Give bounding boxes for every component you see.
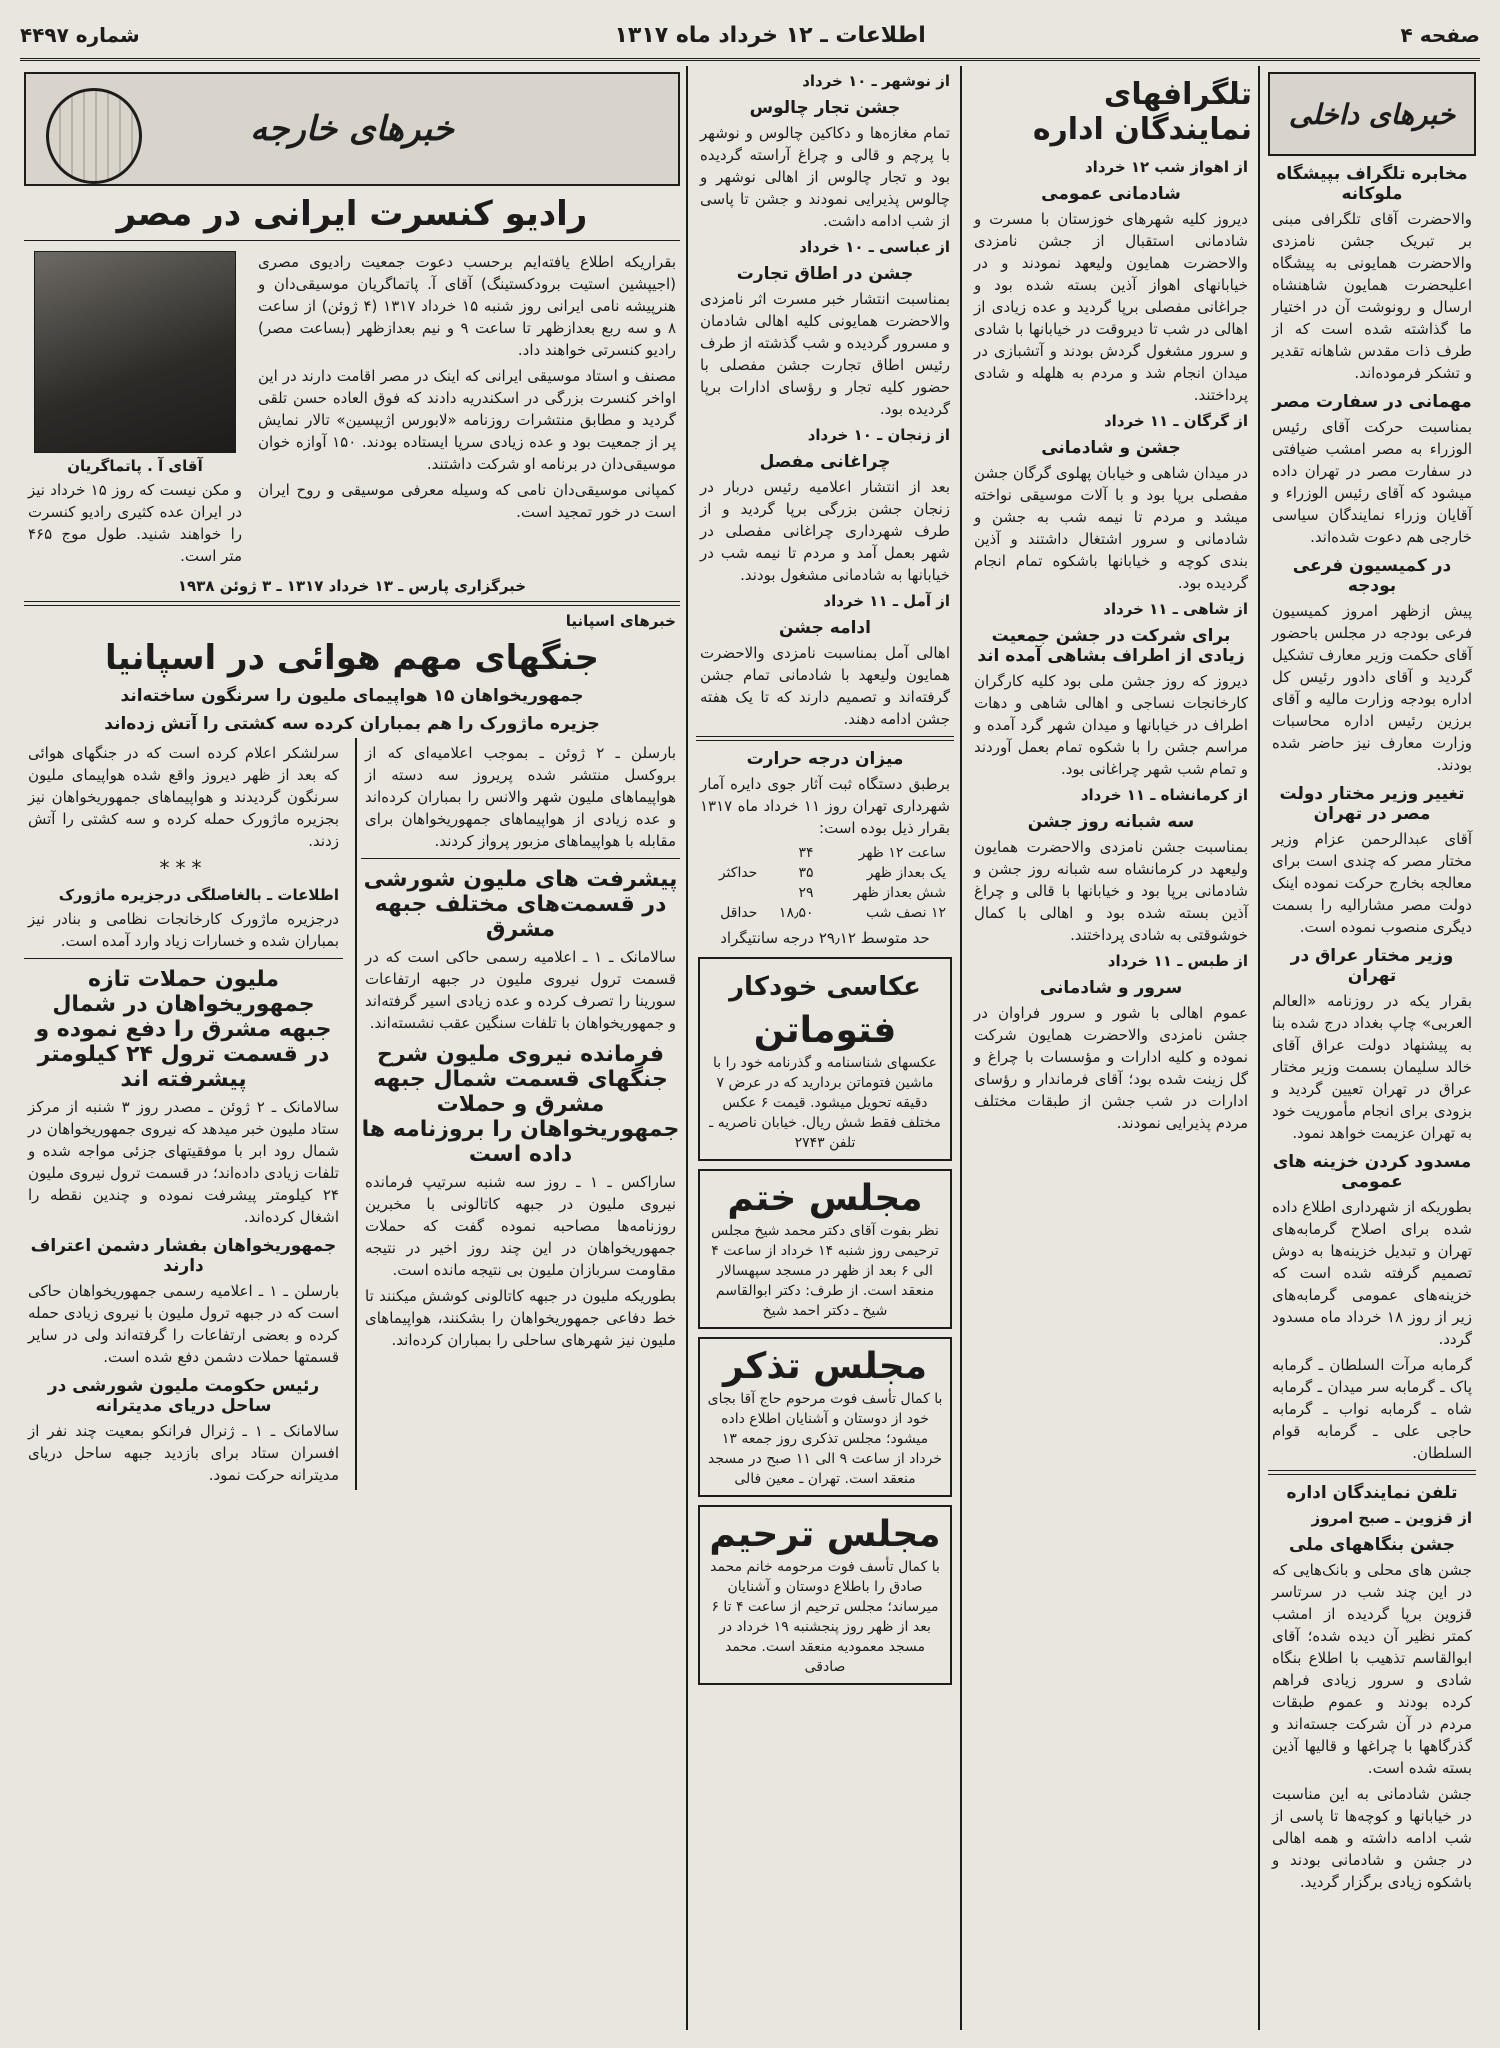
- foreign-right-column: [355, 738, 684, 1490]
- section-subhead: خبرهای اسپانیا: [565, 612, 676, 630]
- headline-banner: [970, 72, 1252, 152]
- article-headline: پیشرفت های ملیون شورشی در قسمت‌های مختلف جبهه مشرق: [363, 867, 678, 942]
- article-body: اهالی آمل بمناسبت نامزدی والاحضرت همایون ولیعهد با شادمانی تمام جشن گرفته‌اند و تصمیم دارند که تا یک هفته جشن ادامه دهند.: [700, 644, 950, 728]
- table-cell: [700, 843, 761, 863]
- article-headline: مخابره تلگراف بپیشگاه ملوکانه: [1276, 164, 1468, 204]
- article-headline: وزیر مختار عراق در تهران: [1290, 946, 1454, 986]
- table-cell: ۳۵: [798, 865, 814, 881]
- dateline: از زنجان ـ ۱۰ خرداد: [807, 426, 950, 444]
- temperature-title: میزان درجه حرارت: [746, 749, 904, 769]
- column-telegrams: [966, 66, 1256, 2030]
- article-body: در میدان شاهی و خیابان پهلوی گرگان جشن مفصلی برپا بود و با آلات موسیقی نواخته میشد و مردم تا نیمه شب به جشن و شادمانی و سرور اشتغال داشتند و آذین بندی کوچه و خیابانها باشکوه تمام انجام گردیده بود.: [974, 464, 1248, 592]
- article-body: بمناسبت حرکت آقای رئیس الوزراء به مصر امشب ضیافتی در سفارت مصر در تهران داده میشود که آقای رئیس الوزراء و آقایان وزراء نمایندگان سیاسی خارجی هم دعوت شده‌اند.: [1272, 418, 1472, 546]
- photo-caption: آقای آ . پاتماگریان: [67, 457, 203, 475]
- ad-memorial-khatm: [698, 1169, 952, 1329]
- article-body: جشن شادمانی به این مناسبت در خیابانها و کوچه‌ها تا پاسی از شب ادامه داشته و همه اهالی در جشن و شادمانی بودند و باشکوه زیادی برگزار گردید.: [1272, 1785, 1472, 1891]
- ad-body: با کمال تأسف فوت مرحوم حاج آقا بجای خود از دوستان و آشنایان اطلاع داده میشود؛ مجلس تذکری روز جمعه ۱۳ خرداد از ساعت ۹ الی ۱۱ صبح در مسجد منعقد است. تهران ـ معین فالی: [707, 1391, 943, 1487]
- ad-title: مجلس تذکر: [723, 1346, 927, 1387]
- article-headline: جشن بنگاههای ملی: [1289, 1535, 1455, 1555]
- column-foreign-news: [20, 66, 684, 2030]
- temperature-average: حد متوسط ۲۹٫۱۲ درجه سانتیگراد: [720, 929, 930, 947]
- table-cell: ساعت ۱۲ ظهر: [858, 845, 946, 861]
- ad-photomaton: [698, 957, 952, 1161]
- dateline: خبرگزاری پارس ـ ۱۳ خرداد ۱۳۱۷ ـ ۳ ژوئن ۱۹۳۸: [177, 577, 527, 595]
- article-body: دیروز کلیه شهرهای خوزستان با مسرت و شادمانی استقبال از جشن نامزدی والاحضرت همایون ولیعهد نمودند و در خیابانهای اهواز آذین بسته شده بود و جراغانی مفصلی برپا گردید و عده زیادی از اهالی در شب تا دیروقت در خیابانها با شادی و سرور مشغول گردش بودند و آتشبازی در میدان انجام شد و مردم به هلهله و شادی پرداختند.: [974, 210, 1248, 404]
- article-headline: ادامه جشن: [779, 618, 871, 638]
- table-row: [700, 843, 950, 863]
- ad-title: فتوماتن: [753, 1010, 897, 1051]
- dateline: از قزوین ـ صبح امروز: [1311, 1509, 1472, 1527]
- dateline: از گرگان ـ ۱۱ خرداد: [1103, 412, 1248, 430]
- article-headline: مسدود کردن خزینه های عمومی: [1272, 1152, 1472, 1192]
- section-banner-foreign: [24, 72, 680, 186]
- dateline: از نوشهر ـ ۱۰ خرداد: [802, 72, 950, 90]
- article-body: گرمابه مرآت السلطان ـ گرمابه پاک ـ گرمابه سر میدان ـ گرمابه شاه ـ گرمابه نواب ـ گرمابه حاجی علی ـ گرمابه قوام السلطان.: [1272, 1356, 1472, 1462]
- column-domestic-news: [1264, 66, 1480, 2030]
- article-body: ساراکس ـ ۱ ـ روز سه شنبه سرتیپ فرمانده نیروی ملیون در جبهه کاتالونی با مخبرین روزنامه‌ها مصاحبه نموده گفت که حملات جمهوریخواهان در این چند روز اخیر در نتیجه مقاومت سربازان ملیون بی نتیجه مانده است.: [365, 1173, 676, 1279]
- article-body: بطوریکه از شهرداری اطلاع داده شده برای اصلاح گرمابه‌های تهران و تبدیل خزینه‌ها به دوش تصمیم گرفته شده است که خزینه‌های عمومی گرمابه‌های زیر از روز ۱۸ خرداد ماه مسدود گردد.: [1272, 1198, 1472, 1348]
- masthead: [20, 12, 1480, 61]
- foreign-two-columns: [20, 738, 684, 1490]
- column-rule: [1258, 66, 1260, 2030]
- ad-body: نظر بفوت آقای دکتر محمد شیخ مجلس ترحیمی روز شنبه ۱۴ خرداد از ساعت ۴ الی ۶ بعد از ظهر در مسجد سپهسالار منعقد است. از طرف: دکتر ابوالقاسم شیخ ـ دکتر احمد شیخ: [711, 1223, 939, 1319]
- article-body: جشن های محلی و بانک‌هایی که در این چند شب در سرتاسر قزوین برپا گردیده از امشب کمتر نظیر آن دیده شده؛ آقای ابوالقاسم تذهیب با اطلاع بنگاه شادی و سرور زیادی فراهم کرده بودند و عموم طبقات مردم در آن شرکت جسته‌اند و گذرگاهها با چراغها و قالیها آذین بسته شده است.: [1272, 1561, 1472, 1777]
- article-headline: رئیس حکومت ملیون شورشی در ساحل دریای مدیترانه: [47, 1376, 320, 1416]
- article-body: سالامانک ـ ۲ ژوئن ـ مصدر روز ۳ شنبه از مرکز ستاد ملیون خبر میدهد که نیروی جمهوریخواهان در شمال رود ابر با موفقیتهای جزئی مواجه شده و تلفات زیادی داده‌اند؛ در قسمت ترول نیروی ملیون ۲۴ کیلومتر پیشرفت نموده و چندین نقطه را اشغال کرده‌اند.: [28, 1098, 339, 1226]
- article-body: پیش ازظهر امروز کمیسیون فرعی بودجه در مجلس باحضور آقای حکمت وزیر معارف تشکیل گردید و آقای دادور رئیس کل اداره بودجه وزارت مالیه و آقای برزین رئیس اداره محاسبات وزارت معارف نیز حاضر شده بودند.: [1272, 602, 1472, 774]
- column-rule: [686, 66, 688, 2030]
- newspaper-dateline: اطلاعات ـ ۱۲ خرداد ماه ۱۳۱۷: [614, 22, 926, 48]
- divider: [24, 958, 343, 959]
- ad-title: عکاسی خودکار: [729, 972, 921, 1002]
- section-subhead: تلفن نمایندگان اداره: [1286, 1483, 1458, 1503]
- table-cell: ۲۹: [798, 885, 814, 901]
- article-headline: تغییر وزیر مختار دولت مصر در تهران: [1279, 784, 1465, 824]
- article-headline: جشن در اطاق تجارت: [736, 264, 914, 284]
- dateline: از کرمانشاه ـ ۱۱ خرداد: [1080, 786, 1248, 804]
- table-cell: [700, 883, 761, 903]
- article-headline: جنگهای مهم هوائی در اسپانیا: [105, 638, 599, 678]
- article-body: بارسلن ـ ۲ ژوئن ـ بموجب اعلامیه‌ای که از بروکسل منتشر شده پریروز سه دسته از هواپیماهای ملیون شهر والانس را بمباران کرده‌اند و عده زیادی از هواپیماهای جمهوریخواهان برای مقابله با هواپیماهای مزبور پرواز کردند.: [365, 744, 677, 850]
- dateline: از اهواز شب ۱۲ خرداد: [1084, 158, 1248, 176]
- article-body: درجزیره ماژورک کارخانجات نظامی و بنادر نیز بمباران شده و خسارات زیاد وارد آمده است.: [28, 910, 339, 950]
- article-headline: در کمیسیون فرعی بودجه: [1292, 556, 1452, 596]
- article-subheadline: جزیره ماژورک را هم بمباران کرده سه کشتی را آتش زده‌اند: [104, 714, 600, 734]
- dateline: از آمل ـ ۱۱ خرداد: [823, 592, 950, 610]
- temperature-table: [700, 843, 950, 923]
- table-cell: حداقل: [720, 905, 758, 921]
- table-row: [700, 863, 950, 883]
- table-cell: حداکثر: [718, 865, 758, 881]
- article-headline: شادمانی عمومی: [1041, 184, 1181, 204]
- concert-body: [250, 247, 684, 571]
- issue-number: شماره ۴۴۹۷: [20, 23, 140, 47]
- table-cell: یک بعداز ظهر: [866, 865, 946, 881]
- article-body: سرلشکر اعلام کرده است که در جنگهای هوائی که بعد از ظهر دیروز واقع شده هواپیمای ملیون سرنگون گردیدند و هواپیماهای جمهوریخواهان نیز بجزیره ماژورک حمله کرده و سه کشتی را آتش زدند.: [28, 744, 339, 850]
- article-headline: سرور و شادمانی: [1039, 978, 1183, 998]
- article-subheadline: جمهوریخواهان ۱۵ هواپیمای ملیون را سرنگون ساخته‌اند: [120, 686, 584, 706]
- article-headline: برای شرکت در جشن جمعیت زیادی از اطراف بشاهی آمده اند: [977, 626, 1245, 666]
- article-body: و مکن نیست که روز ۱۵ خرداد نیز در ایران عده کثیری رادیو کنسرت را خواهند شنید. طول موج ۴۶۵ متر است.: [28, 481, 243, 565]
- ad-body: عکسهای شناسنامه و گذرنامه خود را با ماشین فتوماتن بردارید که در عرض ۷ دقیقه تحویل میشود. قیمت ۶ عکس مختلف فقط شش ریال. خیابان ناصریه ـ تلفن ۲۷۴۳: [709, 1055, 941, 1151]
- article-body: بارسلن ـ ۱ ـ اعلامیه رسمی جمهوریخواهان حاکی است که در جبهه ترول ملیون با نیروی زیادی حمله کرده و بعضی ارتفاعات را گرفته‌اند ولی در سایر قسمتها حملات دشمن دفع شده است.: [28, 1282, 340, 1366]
- column-headline: تلگرافهای نمایندگان اداره: [1032, 77, 1252, 147]
- temperature-note: برطبق دستگاه ثبت آثار جوی دایره آمار شهرداری تهران روز ۱۱ خرداد ماه ۱۳۱۷ بقرار ذیل بوده است:: [700, 775, 950, 837]
- ad-body: با کمال تأسف فوت مرحومه خانم محمد صادق را باطلاع دوستان و آشنایان میرساند؛ مجلس ترحیم از ساعت ۴ تا ۶ بعد از ظهر روز پنجشنبه ۱۹ خرداد در مسجد معمودیه منعقد است. محمد صادقی: [710, 1559, 940, 1675]
- article-headline: سه شبانه روز جشن: [1027, 812, 1195, 832]
- globe-icon: [46, 88, 142, 184]
- section-subhead: اطلاعات ـ بالغاصلگی درجزیره ماژورک: [58, 886, 339, 904]
- article-body: والاحضرت آقای تلگرافی مبنی بر تبریک جشن نامزدی والاحضرت همایونی به پیشگاه اعلیحضرت همایون شاهنشاه ارسال و رونوشت آن در اختیار ما گذاشته شده است که از طرف ذات مقدس شاهانه تقدیر و تشکر فرموده‌اند.: [1272, 210, 1472, 382]
- ad-title: مجلس ترحیم: [709, 1514, 941, 1555]
- divider: [24, 240, 680, 241]
- table-cell: شش بعداز ظهر: [853, 885, 946, 901]
- article-headline: رادیو کنسرت ایرانی در مصر: [116, 194, 588, 234]
- foreign-left-column: [20, 738, 347, 1490]
- section-title: خبرهای خارجه: [250, 109, 454, 149]
- article-headline: فرمانده نیروی ملیون شرح جنگهای قسمت شمال جبهه مشرق و حملات جمهوریخواهان را بروزنامه ها داده است: [361, 1042, 680, 1167]
- article-headline: جشن تجار چالوس: [749, 98, 901, 118]
- article-body: بقراریکه اطلاع یافته‌ایم برحسب دعوت جمعیت رادیوی مصری (اجیپشین استیت برودکستینگ) آقای آ. پاتماگریان موسیقی‌دان و هنرپیشه نامی ایرانی روز شنبه ۱۵ خرداد ۱۳۱۷ (۴ ژوئن) از ساعت ۸ و سه ربع بعدازظهر تا ساعت ۹ و نیم بعدازظهر (بساعت مصر) رادیو کنسرتی خواهند داد.: [258, 253, 676, 359]
- table-cell: ۳۴: [798, 845, 814, 861]
- article-body: تمام مغازه‌ها و دکاکین چالوس و نوشهر با پرچم و قالی و چراغ آراسته گردیده بود و تجار چالوس از اهالی نوشهر و چالوس پذیرایی نمودند و جشن تا پاسی از شب ادامه داشت.: [700, 124, 950, 230]
- divider: [1268, 1470, 1476, 1475]
- article-headline: چراغانی مفصل: [759, 452, 891, 472]
- divider: [696, 736, 954, 741]
- column-middle: [692, 66, 958, 2030]
- table-cell: ۱۲ نصف شب: [866, 905, 946, 921]
- table-row: [700, 883, 950, 903]
- dateline: از شاهی ـ ۱۱ خرداد: [1103, 600, 1248, 618]
- article-headline: مهمانی در سفارت مصر: [1272, 392, 1472, 412]
- article-body: دیروز که روز جشن ملی بود کلیه کارگران کارخانجات نساجی و اهالی شاهی و دهات اطراف در خیابانها و میدان شهر گرد آمده و مراسم جشن را با شکوه تمام بعمل آوردند و تمام شب شهر چراغانی بود.: [974, 672, 1248, 778]
- portrait-photo: [34, 251, 236, 453]
- article-headline: جشن و شادمانی: [1041, 438, 1181, 458]
- ad-title: مجلس ختم: [727, 1178, 923, 1219]
- article-headline: جمهوریخواهان بفشار دشمن اعتراف دارند: [30, 1236, 337, 1276]
- article-body: سالامانک ـ ۱ ـ ژنرال فرانکو بمعیت چند نفر از افسران ستاد برای بازدید جبهه ساحل دریای مدیترانه حرکت نمود.: [28, 1422, 339, 1484]
- article-body: عموم اهالی با شور و سرور فراوان در جشن نامزدی والاحضرت همایون شرکت نموده و کلیه ادارات و مؤسسات با چراغ و گل زینت شده بود؛ آقای فرماندار و رؤسای ادارات در شب جشن از طبقات مختلف مردم پذیرایی نمودند.: [974, 1004, 1248, 1132]
- article-body: آقای عبدالرحمن عزام وزیر مختار مصر که چندی است برای معالجه بخارج حرکت نموده اینک دولت مصر مشارالیه را بسمت دیگری منصوب نموده است.: [1272, 830, 1472, 936]
- dateline: از طبس ـ ۱۱ خرداد: [1107, 952, 1248, 970]
- divider: [24, 601, 680, 606]
- page-number: صفحه ۴: [1400, 23, 1480, 47]
- dateline: از عباسی ـ ۱۰ خرداد: [799, 238, 950, 256]
- article-body: کمپانی موسیقی‌دان نامی که وسیله معرفی موسیقی و روح ایران است در خور تمجید است.: [258, 481, 676, 521]
- article-body: بمناسبت انتشار خبر مسرت اثر نامزدی والاحضرت همایونی کلیه اهالی شادمان و مسرور گردیده و شب گذشته از طرف رئیس اطاق تجارت جشن مفصلی با حضور کلیه تجار و رؤسای ادارات برپا گردیده بود.: [700, 290, 950, 418]
- concert-article: [20, 247, 684, 571]
- section-banner-domestic: [1268, 72, 1476, 156]
- section-stars: ***: [159, 856, 208, 880]
- article-body: بقرار یکه در روزنامه «العالم العربی» چاپ بغداد درج شده بنا به پیشنهاد دولت عراق آقای خالد سلیمان بسمت وزیر مختار عراق در تهران تعیین گردید و بزودی برای انجام مأموریت خود به تهران عزیمت خواهد نمود.: [1272, 992, 1472, 1142]
- table-row: [700, 903, 950, 923]
- column-rule: [960, 66, 962, 2030]
- ad-memorial-tarhim: [698, 1505, 952, 1685]
- article-headline: مليون حملات تازه جمهوريخواهان در شمال جبهه مشرق را دفع نموده و در قسمت ترول ۲۴ کیلومتر پیشرفته اند: [35, 967, 332, 1092]
- article-body: بعد از انتشار اعلامیه رئیس دربار در زنجان جشن بزرگی برپا گردید و از طرف شهرداری چراغانی مفصلی در شهر بعمل آمد و مردم تا نیمه شب در خیابانها به شادمانی مشغول بودند.: [700, 478, 950, 584]
- article-body: مصنف و استاد موسیقی ایرانی که اینک در مصر اقامت دارند در این اواخر کنسرت بزرگی در اسکندریه دادند که فوق العاده حسن تلقی گردید و مطابق منتشرات روزنامه «لابورس اژیپسین» تالار نمایش پر از جمعیت بود و عده زیادی سرپا ایستاده بودند. ۱۵۰ آوازه خوان موسیقی‌دان در برنامه او شرکت داشتند.: [258, 367, 676, 473]
- article-body: سالامانک ـ ۱ ـ اعلامیه رسمی حاکی است که در قسمت ترول نیروی ملیون در جبهه ارتفاعات سورینا را تصرف کرده و عده زیادی اسیر گرفته‌اند و جمهوریخواهان با تلفات سنگین عقب نشسته‌اند.: [365, 948, 676, 1032]
- section-title: خبرهای داخلی: [1288, 97, 1456, 131]
- divider: [361, 858, 680, 859]
- table-cell: ۱۸٫۵۰: [778, 905, 814, 921]
- concert-photo-block: [20, 247, 250, 571]
- article-body: بطوریکه ملیون در جبهه کاتالونی کوشش میکنند تا خط دفاعی جمهوریخواهان را بشکنند، هواپیماهای ملیون نیز شهرهای ساحلی را بمباران کرده‌اند.: [365, 1287, 676, 1349]
- article-body: بمناسبت جشن نامزدی والاحضرت همایون ولیعهد در کرمانشاه سه شبانه روز جشن و شادمانی برپا بود و خیابانها با قالی و چراغ آذین بسته شده بود و اهالی با کمال خوشوقتی به شادی پرداختند.: [974, 838, 1248, 944]
- ad-memorial-tazakor: [698, 1337, 952, 1497]
